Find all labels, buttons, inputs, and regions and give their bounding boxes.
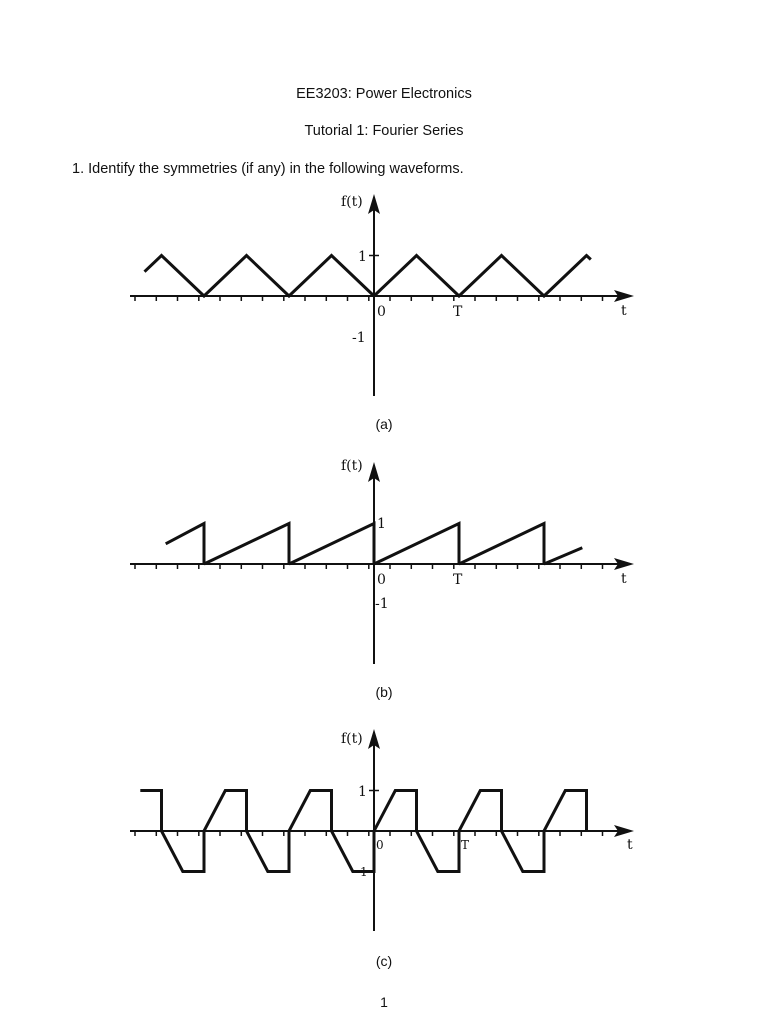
origin-label: 0 [377, 572, 386, 588]
sawtooth-segment [459, 524, 544, 565]
y-tick-label-minus-one: -1 [352, 330, 366, 346]
y-tick-label-one: 1 [358, 784, 367, 800]
x-axis-label: t [627, 837, 633, 853]
y-tick-label-one: 1 [377, 516, 386, 532]
sawtooth-segment [204, 524, 289, 565]
origin-label: 0 [377, 304, 386, 320]
question-text: 1. Identify the symmetries (if any) in the following waveforms. [72, 161, 464, 177]
origin-label: 0 [376, 838, 384, 852]
sawtooth-segment [289, 524, 374, 565]
y-axis-label: f(t) [341, 458, 363, 474]
period-label: T [453, 304, 463, 320]
period-label: T [453, 572, 463, 588]
page-number: 1 [380, 994, 388, 1010]
figure-c-plot [0, 725, 768, 945]
y-tick-label-one: 1 [358, 249, 367, 265]
figure-a-caption: (a) [375, 416, 393, 432]
y-axis-label: f(t) [341, 194, 363, 210]
x-axis-label: t [621, 571, 627, 587]
period-label: T [461, 838, 470, 852]
figure-b-plot [0, 458, 768, 678]
sawtooth-segment [166, 524, 204, 565]
document-title: EE3203: Power Electronics [296, 86, 472, 102]
sawtooth-segment [544, 548, 582, 564]
figure-a-plot [0, 190, 768, 410]
y-tick-label-minus-one: -1 [356, 865, 368, 879]
sawtooth-waveform [166, 524, 583, 565]
y-axis-label: f(t) [341, 731, 363, 747]
triangle-waveform [145, 256, 591, 297]
x-axis-label: t [621, 303, 627, 319]
figure-b-caption: (b) [375, 684, 393, 700]
sawtooth-segment [374, 524, 459, 565]
y-tick-label-minus-one: -1 [375, 596, 389, 612]
figure-c-caption: (c) [375, 953, 393, 969]
document-subtitle: Tutorial 1: Fourier Series [304, 123, 464, 139]
